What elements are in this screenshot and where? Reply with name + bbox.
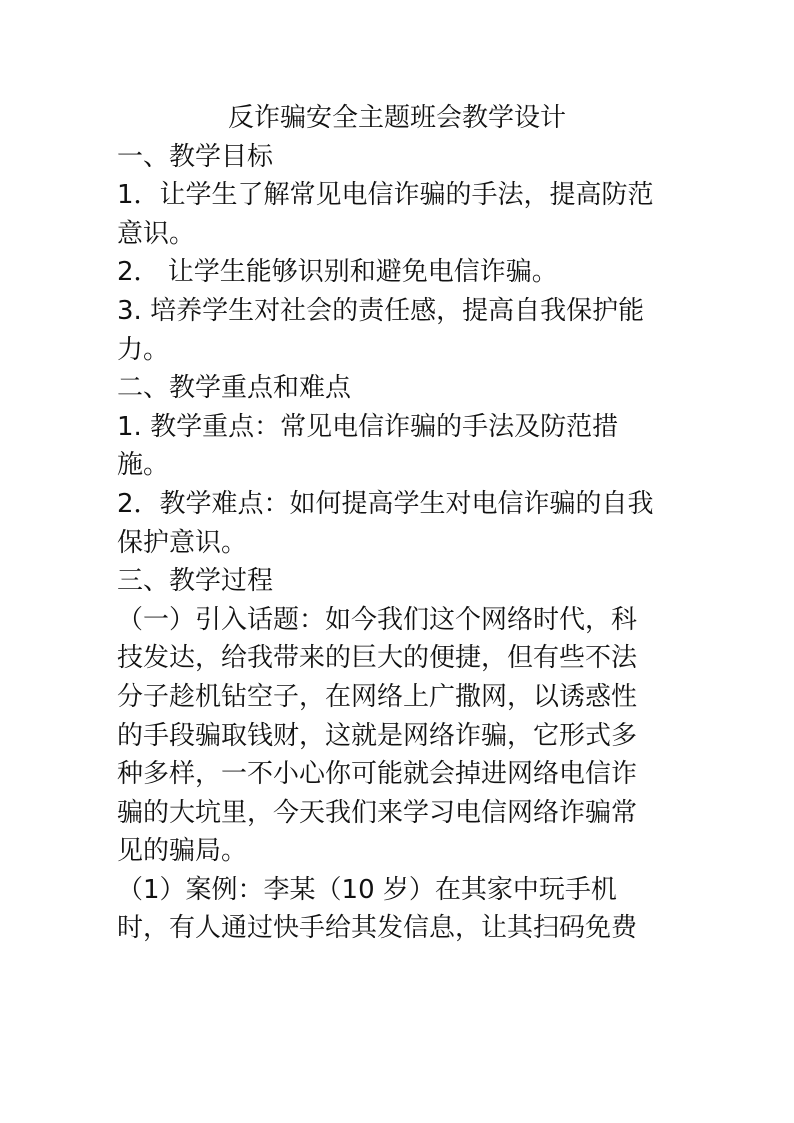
paragraph-line: 1．让学生了解常见电信诈骗的手法，提高防范 xyxy=(117,180,654,211)
paragraph-line: 意识。 xyxy=(117,218,196,249)
paragraph-line: 2．教学难点：如何提高学生对电信诈骗的自我 xyxy=(117,488,654,519)
paragraph-line: （一）引入话题：如今我们这个网络时代，科 xyxy=(117,604,638,635)
paragraph-line: 力。 xyxy=(117,334,170,365)
paragraph-line: 3. 培养学生对社会的责任感，提高自我保护能 xyxy=(117,295,645,326)
document-lines xyxy=(117,138,677,948)
paragraph-line: 种多样，一不小心你可能就会掉进网络电信诈 xyxy=(117,759,638,790)
heading-teaching-process: 三、教学过程 xyxy=(117,566,274,597)
paragraph-line: 1. 教学重点：常见电信诈骗的手法及防范措 xyxy=(117,411,619,442)
paragraph-line: （1）案例：李某（10 岁）在其家中玩手机 xyxy=(117,874,617,905)
paragraph-line: 保护意识。 xyxy=(117,527,248,558)
document-title: 反诈骗安全主题班会教学设计 xyxy=(227,103,566,133)
paragraph-line: 骗的大坑里，今天我们来学习电信网络诈骗常 xyxy=(117,797,638,828)
paragraph-line: 施。 xyxy=(117,450,170,481)
paragraph-line: 时，有人通过快手给其发信息，让其扫码免费 xyxy=(117,913,638,944)
paragraph-line: 见的骗局。 xyxy=(117,836,248,867)
heading-key-points: 二、教学重点和难点 xyxy=(117,373,352,404)
paragraph-line: 的手段骗取钱财，这就是网络诈骗，它形式多 xyxy=(117,720,638,751)
document-body xyxy=(117,99,677,948)
paragraph-line: 2． 让学生能够识别和避免电信诈骗。 xyxy=(117,257,558,288)
heading-teaching-goals: 一、教学目标 xyxy=(117,141,274,172)
paragraph-line: 分子趁机钻空子，在网络上广撒网，以诱惑性 xyxy=(117,681,638,712)
paragraph-line: 技发达，给我带来的巨大的便捷，但有些不法 xyxy=(117,643,638,674)
